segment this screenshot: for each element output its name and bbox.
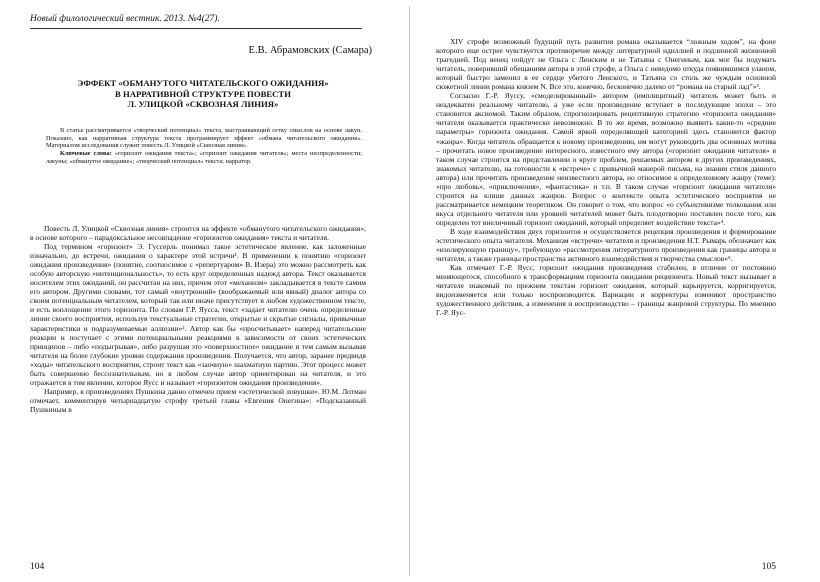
paragraph: Под термином «горизонт» Э. Гуссерль понимал такое эстетическое явление, как заложенные изначально, до встречи, ожидания о характере этой встречи¹. В применении к понятию «горизонт ожидания произведения» (понятие, соотносимое с «репертуаром» В. Изера) это можно рассмотреть как особую авторскую «интенциональность», то есть круг определенных надежд автора. Текст оказывается носителем этих ожиданий, он рассчитан на них, причем этот «механизм» закладывается в тексте самим его автором. Другими словами, тот самый «внутренний» (воображаемый или явный) диалог автора со своим потенциальным читателем, который так или иначе присутствует в любом художественном тексте, и есть воплощение этого горизонта. По словам Г.Р. Яусса, текст «задает читателю очень определенные линии своего восприятия, используя текстуальные стратегии, открытые и скрытые сигналы, привычные характеристики и подразумеваемые аллюзии»². Автор как бы «просчитывает» наперед читательские реакции и поступает с этими потенциальными реакциями в зависимости от своих эстетических принципов – либо «подыгрывая», либо разрушая это «поверхностное» ожидание и тем самым вызывая читателя на более глубокие уровни содержания произведения. Получается, что автор, заранее предвидя «ходы» читательского восприятия, строит текст как «заочную» шахматную партию. Этот процесс может быть совершенно бессознательным, но в любом случае автор ориентирован на читателя, и это отражается в том явлении, которое Яусс и называет «горизонтом ожидания произведения». <box>30 242 366 387</box>
abstract-block <box>46 127 362 166</box>
paragraph: Например, в произведениях Пушкина давно отмечен прием «эстетической ловушки». Ю.М. Лотман отмечает, комментируя четырнадцатую строфу третьей главы «Евгения Онегина»: «Подсказанный Пушкиным в <box>30 386 366 414</box>
keywords-label: Ключевые слова: <box>60 150 112 158</box>
page-number-left: 104 <box>30 562 45 572</box>
right-page <box>436 0 786 582</box>
abstract-text: В статье рассматривается «творческий потенциал» текста, выстраивающий сетку смыслов на основе лакун. Показано, как нарративная структура текста программирует эффект «обмана читательского ожидания». Материалом исследования служит повесть Л. Улицкой «Сквозная линия». <box>46 127 362 150</box>
paragraph: XIV строфе возможный будущий путь развития романа оказывается “ложным ходом”, на фоне которого еще острее чувствуется противоречие между литературной идиллией и подлинной жизненной трагедией. Под венец пойдут не Ольга с Ленским и не Татьяна с Онегиным, как мог бы подумать читатель, поверивший обещаниям автора в этой строфе, а Ольга с неведомо откуда появившимся уланом, который быстро заменил в ее сердце убитого Ленского, и Татьяна со столь же чуждым основной сюжетной линии романа князем N. Все это, конечно, бесконечно далеко от “романа на старый лад”»³. <box>436 37 776 92</box>
article-author: Е.В. Абрамовских (Самара) <box>248 45 372 56</box>
paragraph: Согласно Г.-Р. Яуссу, «смоделированный» автором (имплицитный) читатель может быть и неадекватен реальному читателю, а уже если произведение вступает в последующие эпохи – это становится аксиомой. Таким образом, спрогнозировать рецептивную стратегию «горизонта ожидания» читателя оказывается практически невозможно. В то же время, возможно выявить какие-то «средние параметры» горизонта ожидания. Самой яркой определяющей категорией здесь становится фактор «жанра». Когда читатель обращается к новому произведению, им могут руководить два основных мотива – прочитать новое произведение интересного, известного ему автора («горизонт ожидания читателя» в таком случае строится на представлении о круге проблем, решаемых автором в других произведениях, знакомых читателю, на готовности к «встрече» с привычной манерой письма, на знании стиля данного автора) или прочитать произведение неизвестного автора, но относимое к определенному жанру (теме): «про любовь», «приключения», «фантастика» и т.п. В таком случае «горизонт ожидания читателя» строится на клише данных жанров. Вопрос о контексте опыта эстетического восприятия не рассматривается немецким теоретиком. Он говорит о том, что вопрос «о субъективизме толкования или вкуса отдельного читателя или уровней читателей может быть плодотворно поставлен после того, как определен тот внеличниый горизонт ожиданий, который определяет воздействие текста»⁴. <box>436 91 776 227</box>
title-line: Л. УЛИЦКОЙ «СКВОЗНАЯ ЛИНИЯ» <box>127 99 279 109</box>
page-gutter <box>409 6 410 576</box>
paragraph: В ходе взаимодействия двух горизонтов и осуществляется рецепция произведения и формирование эстетического опыта читателя. Механизм «встречи» читателя и произведения Н.Т. Рымарь обозначает как «изолирующую границу», требующую «рассмотрения литературного произведения как границы автора и читателя, а также границы пространства активного взаимодействия и творчества смыслов»⁵. <box>436 226 776 264</box>
left-body-text <box>30 224 366 414</box>
left-page <box>30 0 380 582</box>
article-title <box>58 78 348 110</box>
paragraph: Как отмечает Г.-Р. Яусс, горизонт ожидания произведения стабилен, в отличие от постоянно меняющегося, способного к трансформациям горизонта ожидания реципиента. Новый текст вызывает в читателе знакомый по прежним текстам горизонт ожидания, который варьируется, корригируется, видоизменяется или только воспроизводится. Вариации и корректуры изменяют пространство художественного действия, а изменения и воспроизводство – границы жанровой структуры. По мнению Г.-Р. Яус- <box>436 263 776 318</box>
title-line: В НАРРАТИВНОЙ СТРУКТУРЕ ПОВЕСТИ <box>114 88 291 99</box>
page-number-right: 105 <box>761 562 776 572</box>
keywords <box>46 150 362 165</box>
right-body-text <box>436 37 776 317</box>
keywords-list: «горизонт ожидания текста»; «горизонт ожидания читателя»; места неопределенности; лакуны; «обманутое ожидание»; «творческий потенциал» текста; нарратор. <box>46 150 362 165</box>
paragraph: Повесть Л. Улицкой «Сквозная линия» строится на эффекте «обманутого читательского ожидания», в основе которого – парадоксальное несовпадение «горизонтов ожидания» текста и читателя. <box>30 224 366 243</box>
journal-header: Новый филологический вестник. 2013. №4(27). <box>30 14 220 24</box>
title-line: ЭФФЕКТ «ОБМАНУТОГО ЧИТАТЕЛЬСКОГО ОЖИДАНИЯ» <box>77 78 329 88</box>
header-rule <box>30 28 362 29</box>
